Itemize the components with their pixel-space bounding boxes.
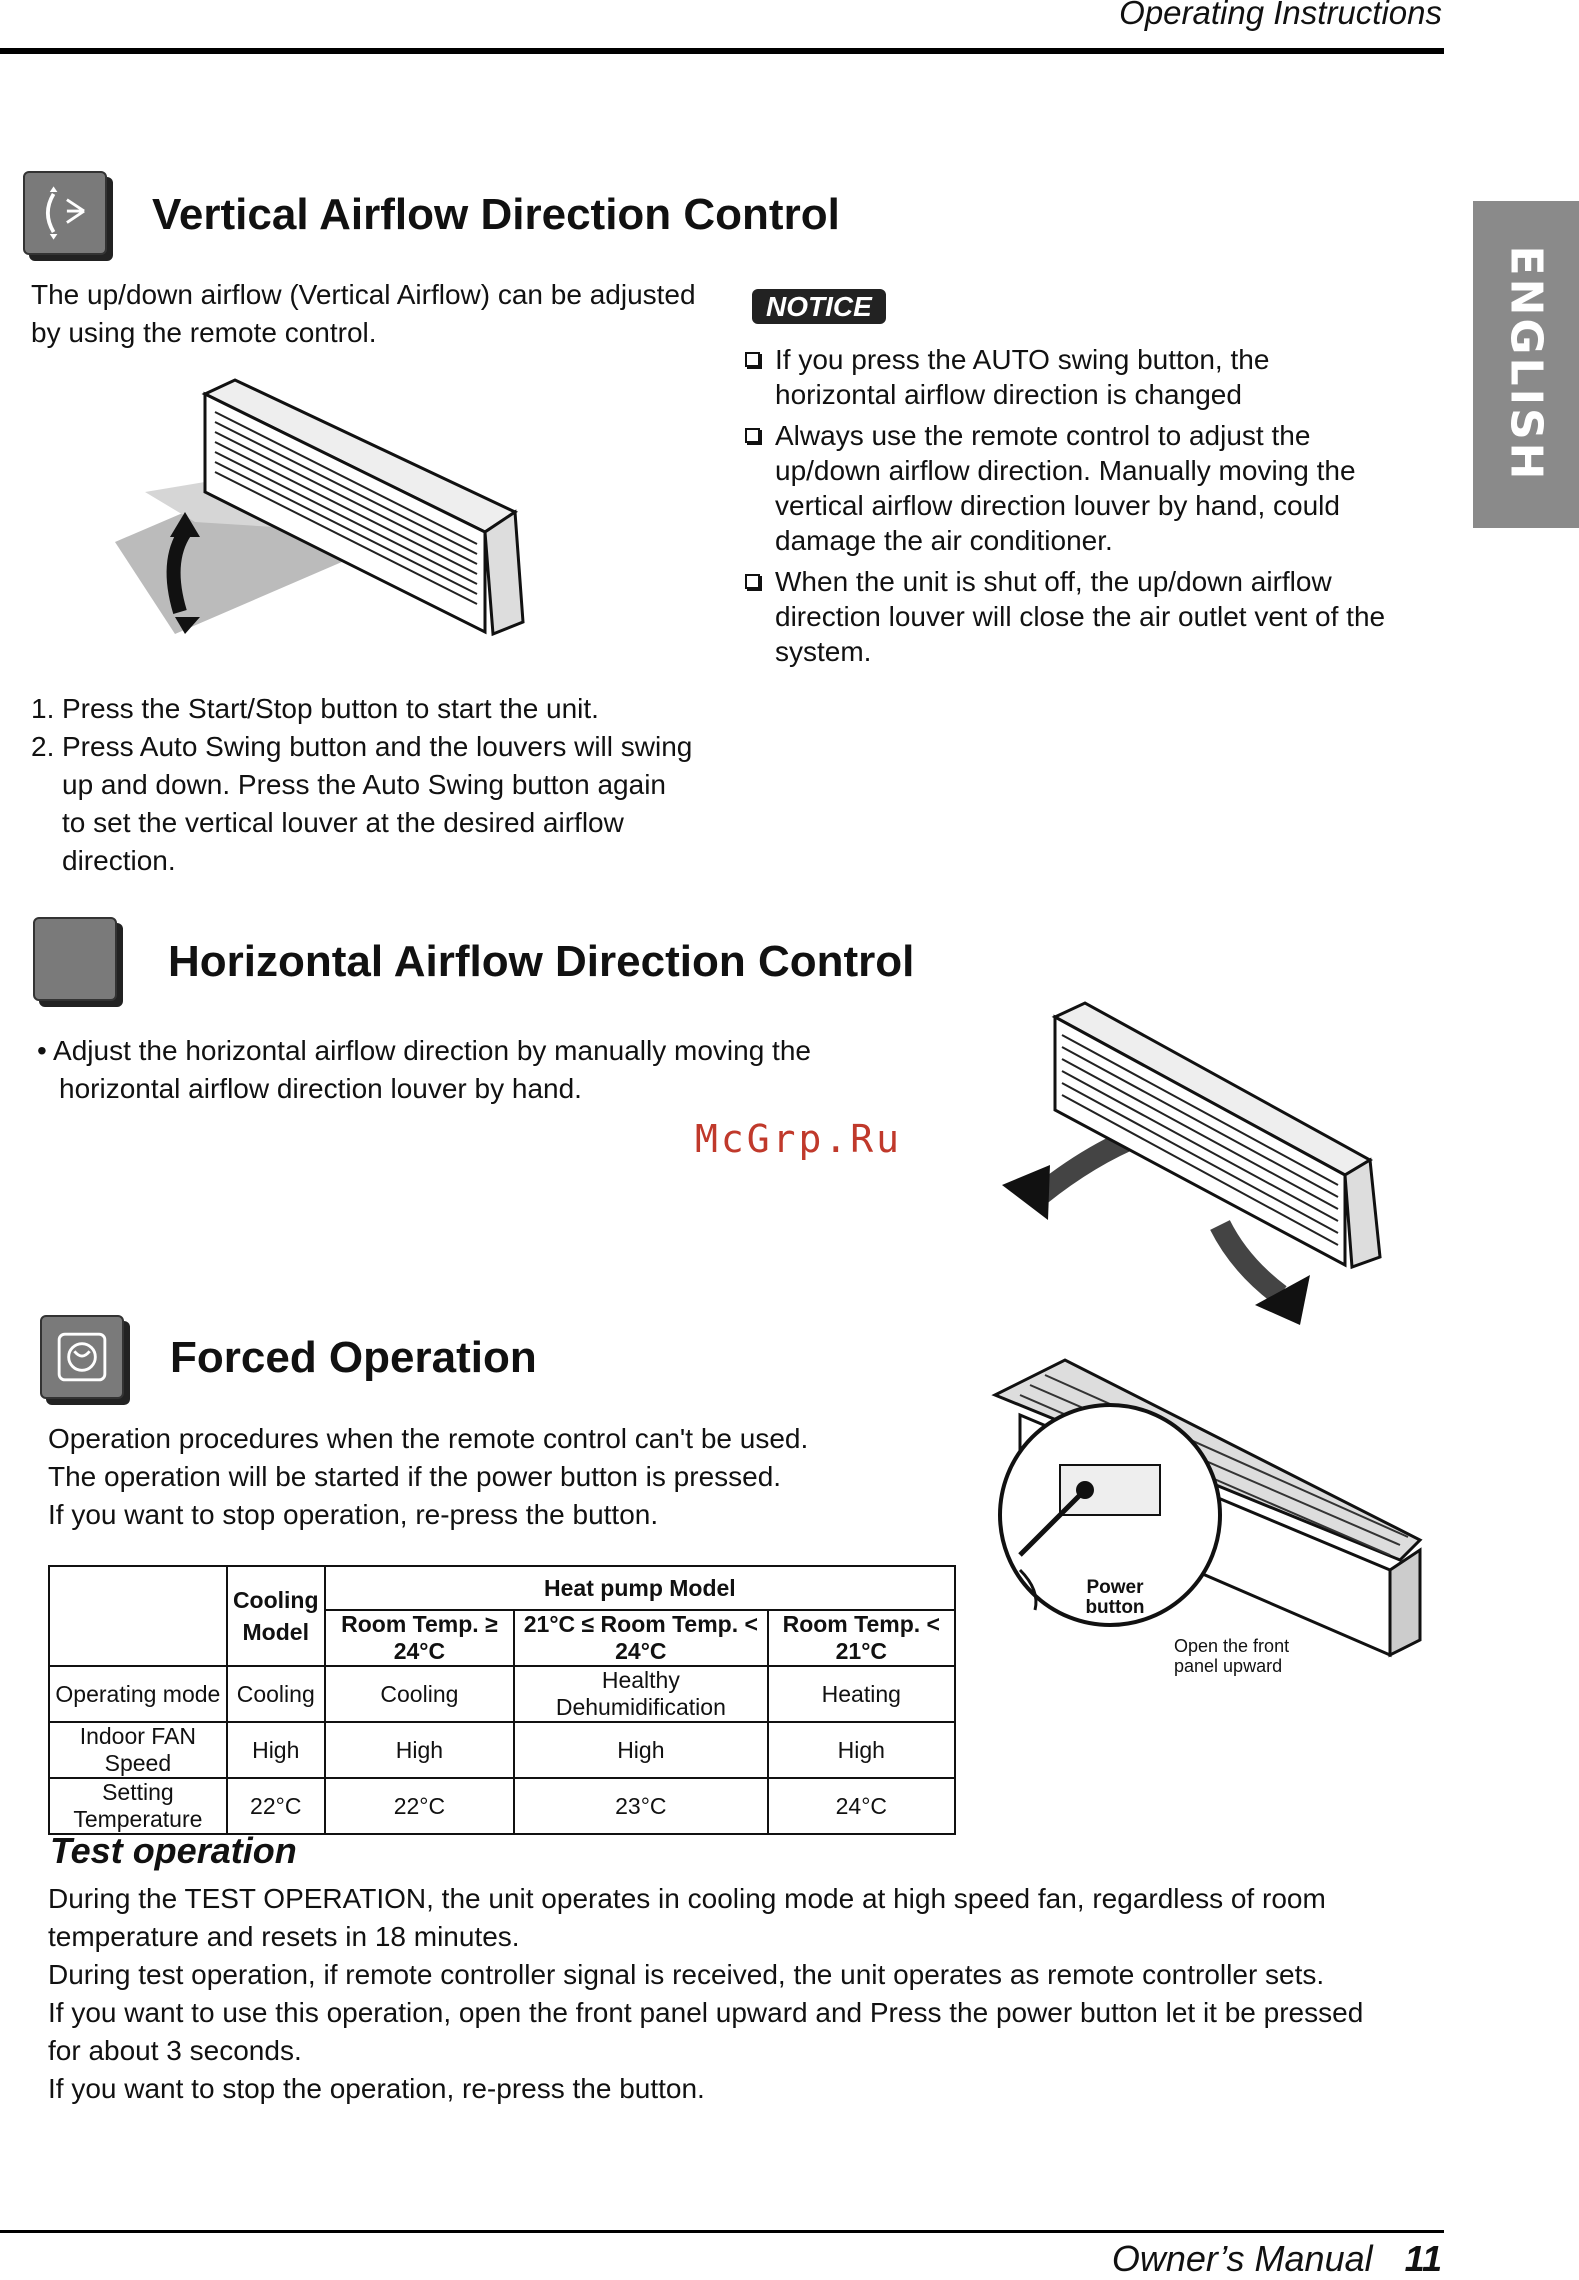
table-cell: High xyxy=(227,1722,325,1778)
step-item xyxy=(31,728,751,880)
language-tab-label: ENGLISH xyxy=(1500,245,1552,483)
horizontal-section-title: Horizontal Airflow Direction Control xyxy=(168,937,915,986)
forced-intro-line: The operation will be started if the power button is pressed. xyxy=(48,1461,782,1492)
test-operation-body xyxy=(48,1880,1428,2108)
forced-intro xyxy=(48,1420,908,1534)
vertical-intro xyxy=(31,276,731,352)
horizontal-bullet-line: horizontal airflow direction louver by hand. xyxy=(59,1073,582,1104)
step-item xyxy=(31,690,751,728)
watermark: McGrp.Ru xyxy=(695,1117,903,1161)
footer-rule xyxy=(0,2230,1444,2233)
table-cell: Cooling xyxy=(325,1666,514,1722)
table-header-temp: 21°C ≤ Room Temp. < 24°C xyxy=(514,1610,768,1666)
table-row xyxy=(49,1666,955,1722)
horizontal-bullet xyxy=(37,1032,857,1108)
step-number: 2. xyxy=(31,731,55,762)
table-cell: 24°C xyxy=(768,1778,955,1834)
horizontal-airflow-icon xyxy=(33,917,117,1001)
table-row xyxy=(49,1722,955,1778)
forced-section-title: Forced Operation xyxy=(170,1333,537,1382)
horizontal-bullet-line: • Adjust the horizontal airflow direction by manually moving the xyxy=(37,1035,811,1066)
power-button-label: Power button xyxy=(1085,1577,1145,1618)
step-number: 1. xyxy=(31,693,55,724)
checkbox-icon xyxy=(745,574,760,589)
notice-item xyxy=(745,564,1425,669)
step-line: up and down. Press the Auto Swing button again xyxy=(62,769,666,800)
test-line: If you want to use this operation, open the front panel upward and Press the power button let it be pressed xyxy=(48,1997,1364,2028)
test-operation-title: Test operation xyxy=(50,1830,297,1871)
step-line: to set the vertical louver at the desired airflow xyxy=(62,807,624,838)
page-number: 11 xyxy=(1404,2238,1442,2279)
notice-line: If you press the AUTO swing button, the xyxy=(775,344,1270,375)
table-cell: 22°C xyxy=(325,1778,514,1834)
test-line: During test operation, if remote controller signal is received, the unit operates as remote controller sets. xyxy=(48,1959,1325,1990)
vertical-airflow-illustration xyxy=(105,372,545,647)
vertical-intro-line: The up/down airflow (Vertical Airflow) can be adjusted xyxy=(31,279,696,310)
table-cell: High xyxy=(325,1722,514,1778)
notice-line: damage the air conditioner. xyxy=(775,525,1113,556)
table-cell: Heating xyxy=(768,1666,955,1722)
vertical-section-title: Vertical Airflow Direction Control xyxy=(152,190,840,239)
test-line: temperature and resets in 18 minutes. xyxy=(48,1921,520,1952)
notice-badge: NOTICE xyxy=(752,289,886,324)
step-line: direction. xyxy=(62,845,176,876)
figure-caption: Open the front panel upward xyxy=(1174,1636,1290,1676)
header-rule xyxy=(0,48,1444,54)
horizontal-airflow-illustration xyxy=(1000,995,1390,1325)
table-cell: High xyxy=(768,1722,955,1778)
table-cell: Healthy Dehumidification xyxy=(514,1666,768,1722)
notice-line: vertical airflow direction louver by hand, could xyxy=(775,490,1340,521)
table-row-label: Indoor FAN Speed xyxy=(49,1722,227,1778)
forced-operation-icon xyxy=(40,1315,124,1399)
page-footer xyxy=(1112,2238,1442,2280)
step-line: Press the Start/Stop button to start the unit. xyxy=(62,693,599,724)
table-header-heat-pump: Heat pump Model xyxy=(325,1566,955,1610)
test-line: for about 3 seconds. xyxy=(48,2035,302,2066)
vertical-intro-line: by using the remote control. xyxy=(31,317,377,348)
footer-manual-title: Owner’s Manual xyxy=(1111,2238,1373,2279)
table-cell: 22°C xyxy=(227,1778,325,1834)
table-header-cooling: Cooling Model xyxy=(227,1566,325,1666)
vertical-airflow-icon xyxy=(23,171,107,255)
language-tab xyxy=(1473,201,1579,528)
test-line: During the TEST OPERATION, the unit operates in cooling mode at high speed fan, regardless of room xyxy=(48,1883,1326,1914)
table-cell: High xyxy=(514,1722,768,1778)
checkbox-icon xyxy=(745,352,760,367)
notice-list xyxy=(745,342,1425,675)
table-row xyxy=(49,1778,955,1834)
notice-item xyxy=(745,342,1425,412)
forced-operation-table xyxy=(48,1565,956,1835)
forced-operation-illustration xyxy=(990,1355,1425,1675)
notice-line: When the unit is shut off, the up/down airflow xyxy=(775,566,1332,597)
notice-line: Always use the remote control to adjust the xyxy=(775,420,1311,451)
forced-intro-line: Operation procedures when the remote control can't be used. xyxy=(48,1423,809,1454)
notice-line: up/down airflow direction. Manually moving the xyxy=(775,455,1356,486)
table-row-label: Setting Temperature xyxy=(49,1778,227,1834)
notice-line: direction louver will close the air outlet vent of the xyxy=(775,601,1386,632)
table-header-temp: Room Temp. < 21°C xyxy=(768,1610,955,1666)
step-line: Press Auto Swing button and the louvers will swing xyxy=(62,731,693,762)
test-line: If you want to stop the operation, re-press the button. xyxy=(48,2073,705,2104)
notice-line: system. xyxy=(775,636,872,667)
table-cell: Cooling xyxy=(227,1666,325,1722)
table-cell: 23°C xyxy=(514,1778,768,1834)
notice-item xyxy=(745,418,1425,558)
table-corner xyxy=(49,1566,227,1666)
checkbox-icon xyxy=(745,428,760,443)
forced-intro-line: If you want to stop operation, re-press the button. xyxy=(48,1499,659,1530)
running-header: Operating Instructions xyxy=(1119,0,1442,31)
table-row-label: Operating mode xyxy=(49,1666,227,1722)
table-header-temp: Room Temp. ≥ 24°C xyxy=(325,1610,514,1666)
notice-line: horizontal airflow direction is changed xyxy=(775,379,1242,410)
vertical-steps xyxy=(31,690,751,880)
